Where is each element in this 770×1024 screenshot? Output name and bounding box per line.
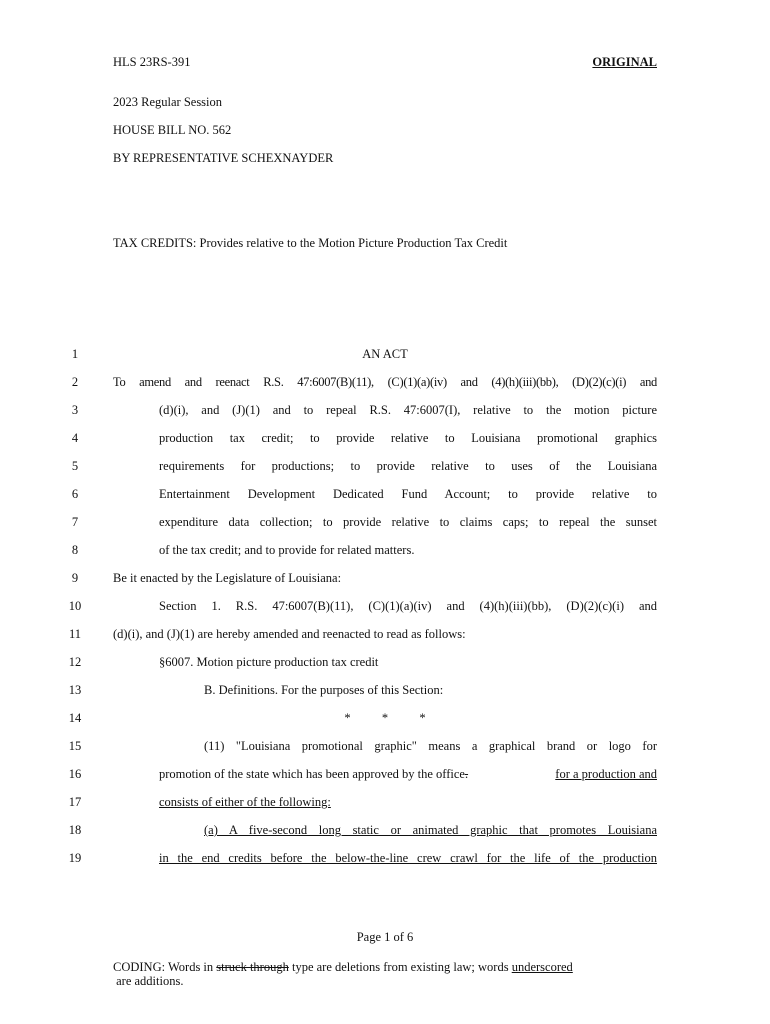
numbered-line [0, 513, 770, 541]
underscored-text: consists of either of the following: [159, 795, 331, 809]
bill-id: HLS 23RS-391 [113, 55, 191, 69]
line-number: 11 [68, 627, 82, 641]
struck-text: . [464, 767, 469, 781]
numbered-line [0, 849, 770, 877]
numbered-line [0, 709, 770, 737]
page-header [113, 55, 657, 73]
line-number: 19 [68, 851, 82, 865]
line-text: expenditure data collection; to provide relative to claims caps; to repeal the sunset [159, 515, 657, 529]
line-text: To amend and reenact R.S. 47:6007(B)(11), (C)(1)(a)(iv) and (4)(h)(iii)(bb), (D)(2)(c)(i) and [113, 375, 657, 389]
line-text: of the tax credit; and to provide for related matters. [159, 543, 415, 557]
line-number: 9 [71, 571, 79, 585]
line-number: 2 [71, 375, 79, 389]
bill-author: BY REPRESENTATIVE SCHEXNAYDER [113, 151, 334, 165]
line-text: Be it enacted by the Legislature of Louisiana: [113, 571, 342, 585]
coding-text: are additions. [113, 974, 184, 988]
numbered-line [0, 597, 770, 625]
numbered-line [0, 541, 770, 569]
line-number: 8 [71, 543, 79, 557]
line-number: 5 [71, 459, 79, 473]
bill-status: ORIGINAL [592, 55, 657, 69]
coding-legend [113, 960, 657, 988]
bill-number: HOUSE BILL NO. 562 [113, 123, 232, 137]
coding-text: type are deletions from existing law; words [288, 960, 512, 974]
line-text: (d)(i), and (J)(1) and to repeal R.S. 47:6007(I), relative to the motion picture [159, 403, 657, 417]
bill-caption: TAX CREDITS: Provides relative to the Motion Picture Production Tax Credit [113, 236, 508, 250]
numbered-line [0, 373, 770, 401]
line-number: 7 [71, 515, 79, 529]
line-text: (d)(i), and (J)(1) are hereby amended and reenacted to read as follows: [113, 627, 466, 641]
line-text: Entertainment Development Dedicated Fund Account; to provide relative to [159, 487, 657, 501]
section-heading: §6007. Motion picture production tax credit [159, 655, 379, 669]
numbered-line [0, 681, 770, 709]
numbered-line [0, 653, 770, 681]
line-number: 15 [68, 739, 82, 753]
line-text: Section 1. R.S. 47:6007(B)(11), (C)(1)(a)(iv) and (4)(h)(iii)(bb), (D)(2)(c)(i) and [159, 599, 657, 613]
act-title: AN ACT [362, 347, 408, 361]
line-text: B. Definitions. For the purposes of this Section: [204, 683, 444, 697]
bill-text [0, 345, 770, 877]
line-number: 16 [68, 767, 82, 781]
page-number: Page 1 of 6 [356, 930, 414, 944]
line-text: (11) "Louisiana promotional graphic" means a graphical brand or logo for [204, 739, 657, 753]
line-number: 18 [68, 823, 82, 837]
line-number: 1 [71, 347, 79, 361]
numbered-line [0, 401, 770, 429]
numbered-line [0, 793, 770, 821]
numbered-line [0, 457, 770, 485]
underscored-text: for a production and [555, 767, 657, 781]
numbered-line [0, 345, 770, 373]
numbered-line [0, 429, 770, 457]
numbered-line [0, 765, 770, 793]
line-number: 6 [71, 487, 79, 501]
numbered-line [0, 737, 770, 765]
line-number: 3 [71, 403, 79, 417]
coding-struck-sample: struck through [216, 960, 289, 974]
numbered-line [0, 625, 770, 653]
numbered-line [0, 569, 770, 597]
numbered-line [0, 821, 770, 849]
line-number: 12 [68, 655, 82, 669]
underscored-text: (a) A five-second long static or animated graphic that promotes Louisiana [204, 823, 657, 837]
line-text: production tax credit; to provide relative to Louisiana promotional graphics [159, 431, 657, 445]
omission-stars: * * * [344, 711, 426, 725]
session-label: 2023 Regular Session [113, 95, 223, 109]
line-text-segment: promotion of the state which has been approved by the office [159, 767, 465, 781]
line-number: 17 [68, 795, 82, 809]
numbered-line [0, 485, 770, 513]
line-number: 4 [71, 431, 79, 445]
line-text: requirements for productions; to provide relative to uses of the Louisiana [159, 459, 657, 473]
line-text [159, 765, 657, 783]
coding-text: CODING: Words in [113, 960, 217, 974]
line-number: 13 [68, 683, 82, 697]
line-number: 14 [68, 711, 82, 725]
underscored-text: in the end credits before the below-the-line crew crawl for the life of the production [159, 851, 657, 865]
line-number: 10 [68, 599, 82, 613]
coding-underscored-sample: underscored [511, 960, 573, 974]
